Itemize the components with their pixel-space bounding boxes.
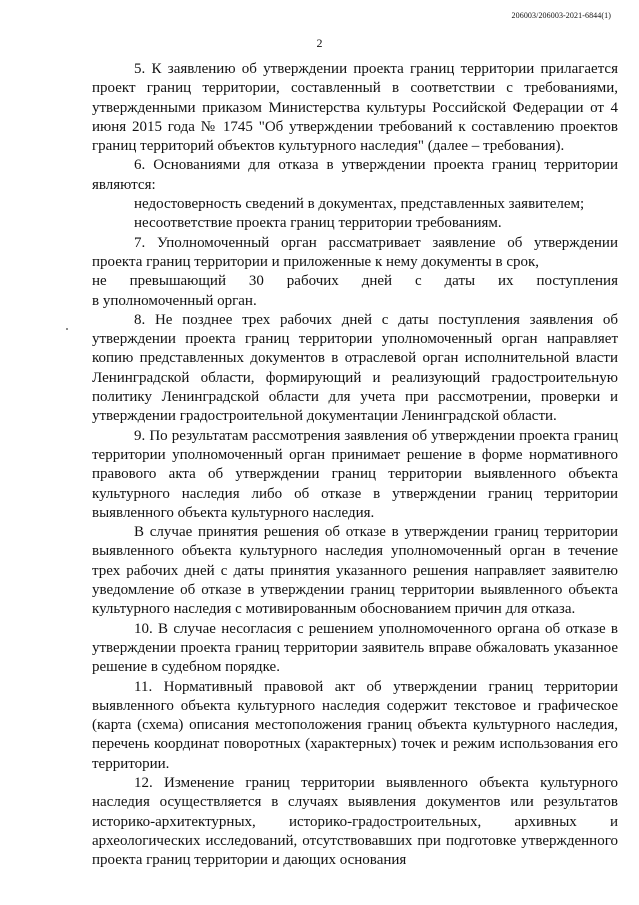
- paragraph-5: 5. К заявлению об утверждении проекта границ территории прилагается проект границ территории, составленный в соответствии с требованиями, утвержденными приказом Министерства культуры Российской Федерации от 4 июня 2015 года № 1745 "Об утверждении требований к составлению проектов границ территорий объектов культурного наследия" (далее – требования).: [92, 61, 618, 155]
- paragraph-9-continued: В случае принятия решения об отказе в утверждении границ территории выявленного объекта культурного наследия уполномоченный орган в течение трех рабочих дней с даты принятия указанного решения направляет заявителю уведомление об отказе в утверждении границ территории выявленного объекта культурного наследия с мотивированным обоснованием причин для отказа.: [92, 524, 618, 618]
- paragraph-11: 11. Нормативный правовой акт об утверждении границ территории выявленного объекта культурного наследия содержит текстовое и графическое (карта (схема) описания местоположения границ объекта культурного наследия, перечень координат поворотных (характерных) точек и режим использования его территории.: [92, 678, 618, 772]
- paragraph-9: 9. По результатам рассмотрения заявления об утверждении проекта границ территории уполномоченный орган принимает решение в форме нормативного правового акта об утверждении границ территории выявленного объекта культурного наследия либо об отказе в утверждении границ территории выявленного объекта культурного наследия.: [92, 427, 618, 521]
- paragraph-7: [92, 234, 618, 311]
- paragraph-6-item-2: несоответствие проекта границ территории требованиям.: [134, 215, 502, 232]
- document-id: 206003/206003-2021-6844(1): [511, 11, 611, 20]
- paragraph-7-line-3: в уполномоченный орган.: [92, 292, 257, 309]
- scan-speck: [66, 328, 68, 330]
- paragraph-8: 8. Не позднее трех рабочих дней с даты поступления заявления об утверждении проекта границ территории уполномоченный орган направляет копию представленных документов в отраслевой орган исполнительной власти Ленинградской области, формирующий и реализующий градостроительную политику Ленинградской области для учета при рассмотрении, проверки и утверждении градостроительной документации Ленинградской области.: [92, 311, 618, 425]
- paragraph-6: 6. Основаниями для отказа в утверждении проекта границ территории являются:: [92, 157, 618, 193]
- paragraph-12: 12. Изменение границ территории выявленного объекта культурного наследия осуществляется в случаях выявления документов или результатов историко-архитектурных, историко-градостроительных, архивных и археологических исследований, отсутствовавших при подготовке утвержденного проекта границ территории и дающих основания: [92, 774, 618, 869]
- paragraph-7-line-2: не превышающий 30 рабочих дней с даты их поступления: [92, 273, 618, 290]
- paragraph-7-line-1: 7. Уполномоченный орган рассматривает заявление об утверждении проекта границ территории и приложенные к нему документы в срок,: [92, 234, 618, 270]
- document-body: [92, 60, 618, 870]
- paragraph-10: 10. В случае несогласия с решением уполномоченного органа об отказе в утверждении проекта границ территории заявитель вправе обжаловать указанное решение в судебном порядке.: [92, 620, 618, 676]
- paragraph-6-item-1: недостоверность сведений в документах, представленных заявителем;: [134, 196, 585, 213]
- page-number: 2: [316, 36, 323, 50]
